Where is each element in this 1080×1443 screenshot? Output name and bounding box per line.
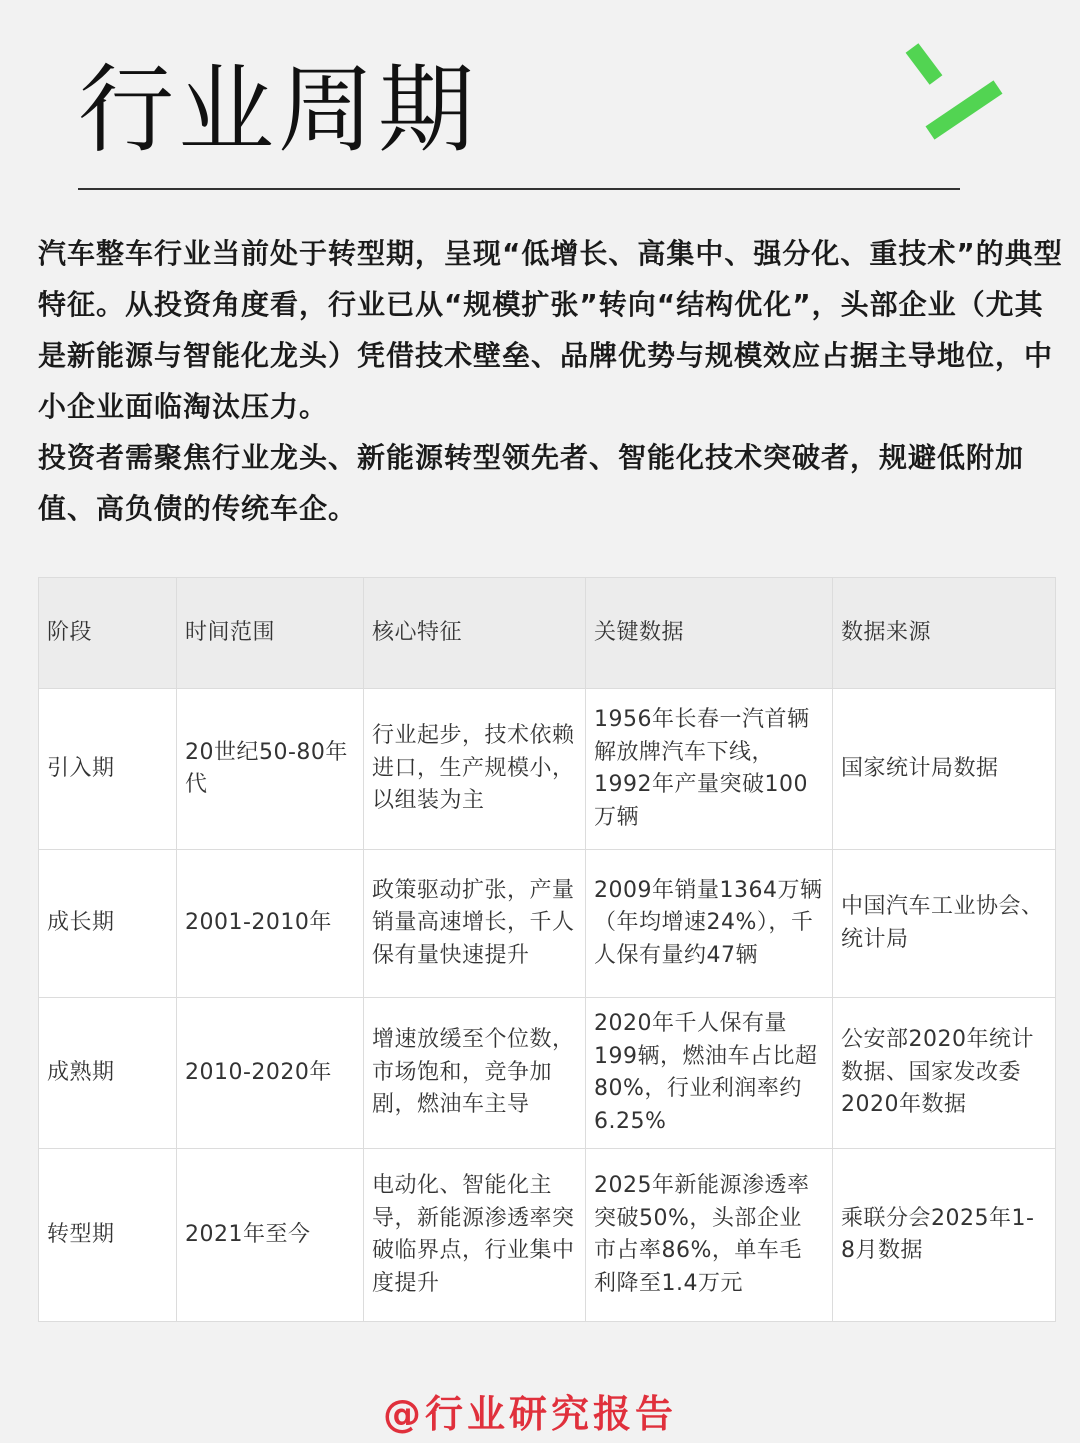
table-row xyxy=(39,689,1056,850)
title-divider xyxy=(78,188,960,190)
cell-time-range: 20世纪50-80年代 xyxy=(177,689,364,850)
cell-stage: 转型期 xyxy=(39,1149,177,1322)
cell-core-features: 电动化、智能化主导，新能源渗透率突破临界点，行业集中度提升 xyxy=(364,1149,586,1322)
cell-stage: 引入期 xyxy=(39,689,177,850)
table-header-row xyxy=(39,578,1056,689)
cell-key-data: 2025年新能源渗透率突破50%，头部企业市占率86%，单车毛利降至1.4万元 xyxy=(586,1149,833,1322)
cell-data-source: 中国汽车工业协会、统计局 xyxy=(833,850,1056,998)
cell-time-range: 2021年至今 xyxy=(177,1149,364,1322)
header-data-source: 数据来源 xyxy=(833,578,1056,689)
header-core-features: 核心特征 xyxy=(364,578,586,689)
cell-data-source: 公安部2020年统计数据、国家发改委2020年数据 xyxy=(833,998,1056,1149)
footer-watermark: @行业研究报告 xyxy=(382,1392,677,1436)
intro-text xyxy=(38,228,1068,534)
cell-key-data: 2009年销量1364万辆（年均增速24%），千人保有量约47辆 xyxy=(586,850,833,998)
cell-key-data: 1956年长春一汽首辆解放牌汽车下线，1992年产量突破100万辆 xyxy=(586,689,833,850)
cell-time-range: 2010-2020年 xyxy=(177,998,364,1149)
cell-core-features: 政策驱动扩张，产量销量高速增长，千人保有量快速提升 xyxy=(364,850,586,998)
cell-core-features: 增速放缓至个位数，市场饱和，竞争加剧，燃油车主导 xyxy=(364,998,586,1149)
cell-stage: 成长期 xyxy=(39,850,177,998)
intro-paragraph-2: 投资者需聚焦行业龙头、新能源转型领先者、智能化技术突破者，规避低附加值、高负债的传统车企。 xyxy=(38,441,1025,525)
cell-core-features: 行业起步，技术依赖进口，生产规模小，以组装为主 xyxy=(364,689,586,850)
intro-paragraph-1: 汽车整车行业当前处于转型期，呈现“低增长、高集中、强分化、重技术”的典型特征。从投资角度看，行业已从“规模扩张”转向“结构优化”，头部企业（尤其是新能源与智能化龙头）凭借技术壁垒、品牌优势与规模效应占据主导地位，中小企业面临淘汰压力。 xyxy=(38,237,1063,423)
table-row xyxy=(39,850,1056,998)
cell-data-source: 国家统计局数据 xyxy=(833,689,1056,850)
table-row xyxy=(39,1149,1056,1322)
slash-decoration-icon xyxy=(900,40,1020,150)
header-key-data: 关键数据 xyxy=(586,578,833,689)
table-row xyxy=(39,998,1056,1149)
header-stage: 阶段 xyxy=(39,578,177,689)
cell-data-source: 乘联分会2025年1-8月数据 xyxy=(833,1149,1056,1322)
cell-key-data: 2020年千人保有量199辆，燃油车占比超80%，行业利润率约6.25% xyxy=(586,998,833,1149)
cell-time-range: 2001-2010年 xyxy=(177,850,364,998)
industry-cycle-table xyxy=(38,577,1055,1322)
page-title: 行业周期 xyxy=(78,54,478,166)
cell-stage: 成熟期 xyxy=(39,998,177,1149)
header-time-range: 时间范围 xyxy=(177,578,364,689)
